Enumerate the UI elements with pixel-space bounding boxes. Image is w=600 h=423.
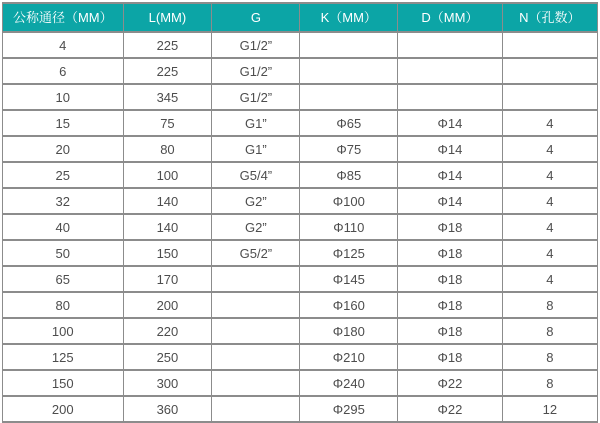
- table-cell-thread-g: [212, 396, 300, 422]
- table-cell-length-l: 225: [123, 58, 212, 84]
- table-cell-length-l: 150: [123, 240, 212, 266]
- table-cell-thread-g: [212, 266, 300, 292]
- table-row: [3, 162, 598, 188]
- column-header-thread-g: G: [212, 3, 300, 32]
- table-cell-thread-g: G1”: [212, 136, 300, 162]
- table-cell-bolt-circle-k: Φ110: [300, 214, 398, 240]
- table-cell-nominal-diameter: 25: [3, 162, 124, 188]
- table-cell-hole-count-n: 4: [502, 266, 597, 292]
- table-cell-hole-count-n: 4: [502, 188, 597, 214]
- table-cell-length-l: 170: [123, 266, 212, 292]
- table-cell-hole-count-n: 4: [502, 136, 597, 162]
- table-cell-bolt-circle-k: [300, 58, 398, 84]
- table-cell-hole-count-n: 8: [502, 292, 597, 318]
- table-cell-thread-g: G1/2”: [212, 84, 300, 110]
- table-cell-hole-diameter-d: Φ14: [398, 188, 503, 214]
- column-header-length-l: L(MM): [123, 3, 212, 32]
- table-cell-nominal-diameter: 65: [3, 266, 124, 292]
- table-cell-thread-g: G5/4”: [212, 162, 300, 188]
- column-header-bolt-circle-k: K（MM）: [300, 3, 398, 32]
- table-cell-nominal-diameter: 10: [3, 84, 124, 110]
- table-row: [3, 214, 598, 240]
- table-cell-nominal-diameter: 125: [3, 344, 124, 370]
- table-cell-thread-g: [212, 344, 300, 370]
- table-cell-hole-count-n: 4: [502, 214, 597, 240]
- table-cell-hole-diameter-d: Φ18: [398, 266, 503, 292]
- table-cell-length-l: 140: [123, 188, 212, 214]
- table-cell-nominal-diameter: 100: [3, 318, 124, 344]
- table-cell-thread-g: G2”: [212, 214, 300, 240]
- table-cell-hole-count-n: 12: [502, 396, 597, 422]
- column-header-hole-diameter-d: D（MM）: [398, 3, 503, 32]
- table-cell-length-l: 80: [123, 136, 212, 162]
- table-cell-bolt-circle-k: Φ295: [300, 396, 398, 422]
- spec-table-body: [3, 32, 598, 422]
- table-cell-hole-count-n: 8: [502, 370, 597, 396]
- table-row: [3, 266, 598, 292]
- table-cell-bolt-circle-k: Φ85: [300, 162, 398, 188]
- table-cell-hole-diameter-d: Φ14: [398, 136, 503, 162]
- table-cell-hole-diameter-d: Φ18: [398, 214, 503, 240]
- table-row: [3, 110, 598, 136]
- table-cell-thread-g: G2”: [212, 188, 300, 214]
- table-row: [3, 84, 598, 110]
- table-row: [3, 344, 598, 370]
- table-cell-thread-g: [212, 292, 300, 318]
- table-cell-length-l: 225: [123, 32, 212, 58]
- table-row: [3, 318, 598, 344]
- table-cell-length-l: 360: [123, 396, 212, 422]
- table-cell-bolt-circle-k: Φ75: [300, 136, 398, 162]
- table-cell-length-l: 75: [123, 110, 212, 136]
- table-cell-nominal-diameter: 50: [3, 240, 124, 266]
- table-cell-thread-g: [212, 370, 300, 396]
- table-row: [3, 136, 598, 162]
- table-cell-length-l: 220: [123, 318, 212, 344]
- table-cell-bolt-circle-k: Φ160: [300, 292, 398, 318]
- table-row: [3, 240, 598, 266]
- table-cell-length-l: 140: [123, 214, 212, 240]
- table-cell-bolt-circle-k: Φ180: [300, 318, 398, 344]
- table-row: [3, 292, 598, 318]
- table-cell-thread-g: G5/2”: [212, 240, 300, 266]
- table-cell-nominal-diameter: 80: [3, 292, 124, 318]
- table-cell-hole-count-n: [502, 32, 597, 58]
- table-cell-bolt-circle-k: Φ125: [300, 240, 398, 266]
- table-cell-hole-count-n: 4: [502, 110, 597, 136]
- table-cell-nominal-diameter: 150: [3, 370, 124, 396]
- table-cell-bolt-circle-k: [300, 32, 398, 58]
- table-cell-hole-diameter-d: Φ22: [398, 370, 503, 396]
- table-cell-nominal-diameter: 40: [3, 214, 124, 240]
- table-row: [3, 188, 598, 214]
- table-cell-hole-count-n: 4: [502, 240, 597, 266]
- table-cell-hole-diameter-d: [398, 32, 503, 58]
- table-cell-nominal-diameter: 4: [3, 32, 124, 58]
- table-cell-hole-diameter-d: [398, 84, 503, 110]
- table-row: [3, 58, 598, 84]
- table-row: [3, 32, 598, 58]
- table-cell-thread-g: G1/2”: [212, 58, 300, 84]
- table-cell-hole-count-n: [502, 84, 597, 110]
- header-row: [3, 3, 598, 32]
- table-cell-length-l: 250: [123, 344, 212, 370]
- column-header-nominal-diameter: 公称通径（MM）: [3, 3, 124, 32]
- table-cell-hole-diameter-d: Φ14: [398, 110, 503, 136]
- table-cell-hole-diameter-d: Φ14: [398, 162, 503, 188]
- table-row: [3, 370, 598, 396]
- table-cell-hole-diameter-d: Φ18: [398, 240, 503, 266]
- table-cell-bolt-circle-k: [300, 84, 398, 110]
- table-cell-hole-diameter-d: Φ18: [398, 344, 503, 370]
- table-cell-hole-diameter-d: [398, 58, 503, 84]
- table-cell-nominal-diameter: 20: [3, 136, 124, 162]
- column-header-hole-count-n: N（孔数）: [502, 3, 597, 32]
- table-cell-length-l: 300: [123, 370, 212, 396]
- table-cell-bolt-circle-k: Φ210: [300, 344, 398, 370]
- table-cell-thread-g: G1”: [212, 110, 300, 136]
- table-cell-bolt-circle-k: Φ65: [300, 110, 398, 136]
- table-cell-length-l: 200: [123, 292, 212, 318]
- table-cell-hole-diameter-d: Φ18: [398, 318, 503, 344]
- table-cell-hole-count-n: 8: [502, 318, 597, 344]
- table-cell-hole-diameter-d: Φ18: [398, 292, 503, 318]
- spec-table: [2, 2, 598, 423]
- table-row: [3, 396, 598, 422]
- table-cell-length-l: 100: [123, 162, 212, 188]
- table-cell-thread-g: G1/2”: [212, 32, 300, 58]
- table-cell-nominal-diameter: 6: [3, 58, 124, 84]
- table-cell-length-l: 345: [123, 84, 212, 110]
- table-cell-nominal-diameter: 32: [3, 188, 124, 214]
- table-cell-thread-g: [212, 318, 300, 344]
- table-cell-nominal-diameter: 200: [3, 396, 124, 422]
- table-cell-hole-diameter-d: Φ22: [398, 396, 503, 422]
- table-cell-hole-count-n: 4: [502, 162, 597, 188]
- table-cell-hole-count-n: [502, 58, 597, 84]
- spec-table-header: [3, 3, 598, 32]
- table-cell-hole-count-n: 8: [502, 344, 597, 370]
- table-cell-bolt-circle-k: Φ240: [300, 370, 398, 396]
- table-cell-bolt-circle-k: Φ145: [300, 266, 398, 292]
- table-cell-nominal-diameter: 15: [3, 110, 124, 136]
- table-cell-bolt-circle-k: Φ100: [300, 188, 398, 214]
